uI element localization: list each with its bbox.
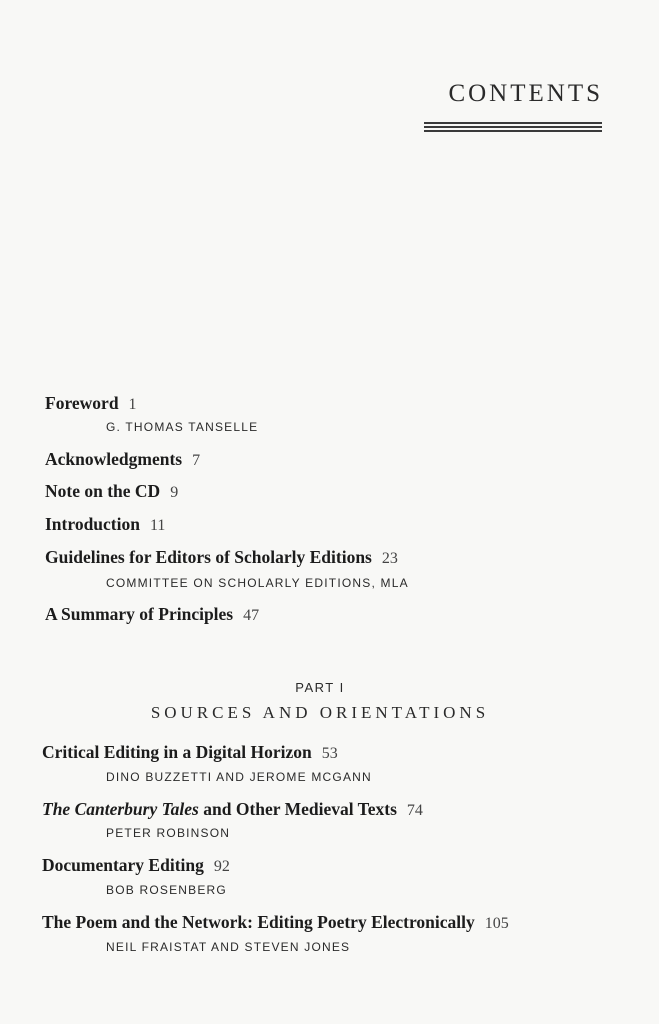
part-label: PART I (295, 680, 345, 695)
toc-entry-critical-editing[interactable] (42, 742, 338, 763)
entry-author: COMMITTEE ON SCHOLARLY EDITIONS, MLA (106, 576, 409, 590)
entry-title: Documentary Editing (42, 855, 204, 875)
entry-title: Introduction (45, 514, 140, 534)
toc-entry-documentary-editing[interactable] (42, 855, 230, 876)
entry-author: G. THOMAS TANSELLE (106, 420, 259, 434)
toc-entry-summary-of-principles[interactable] (45, 604, 259, 625)
entry-author: DINO BUZZETTI AND JEROME MCGANN (106, 770, 372, 784)
toc-entry-introduction[interactable] (45, 514, 165, 535)
entry-author: BOB ROSENBERG (106, 883, 227, 897)
toc-entry-poem-and-network[interactable] (42, 912, 509, 933)
toc-entry-acknowledgments[interactable] (45, 449, 200, 470)
entry-title: Critical Editing in a Digital Horizon (42, 742, 312, 762)
entry-title: Note on the CD (45, 481, 161, 501)
entry-author: NEIL FRAISTAT AND STEVEN JONES (106, 940, 351, 954)
entry-page-number: 7 (192, 452, 201, 469)
toc-entry-foreword[interactable] (45, 393, 137, 414)
entry-title: Guidelines for Editors of Scholarly Editions (45, 547, 372, 567)
entry-title: A Summary of Principles (45, 604, 234, 624)
entry-page-number: 23 (381, 550, 398, 567)
heading-rule (424, 122, 602, 132)
entry-title: The Poem and the Network: Editing Poetry Electronically (42, 912, 475, 932)
entry-page-number: 74 (406, 802, 423, 819)
entry-title (42, 799, 397, 819)
entry-page-number: 92 (213, 858, 230, 875)
entry-page-number: 1 (128, 396, 137, 413)
contents-heading: CONTENTS (448, 80, 603, 107)
entry-title: Acknowledgments (45, 449, 183, 469)
entry-page-number: 53 (321, 745, 338, 762)
entry-page-number: 9 (170, 484, 179, 501)
entry-author: PETER ROBINSON (106, 826, 231, 840)
entry-title: Foreword (45, 393, 119, 413)
entry-title-italic: The Canterbury Tales (42, 799, 199, 819)
entry-page-number: 105 (484, 915, 509, 932)
entry-page-number: 47 (243, 607, 260, 624)
toc-entry-canterbury-tales[interactable] (42, 799, 423, 820)
part-title: SOURCES AND ORIENTATIONS (150, 703, 490, 722)
entry-title-rest: and Other Medieval Texts (198, 799, 397, 819)
toc-entry-note-on-cd[interactable] (45, 481, 178, 502)
entry-page-number: 11 (149, 517, 166, 534)
toc-entry-guidelines[interactable] (45, 547, 398, 568)
